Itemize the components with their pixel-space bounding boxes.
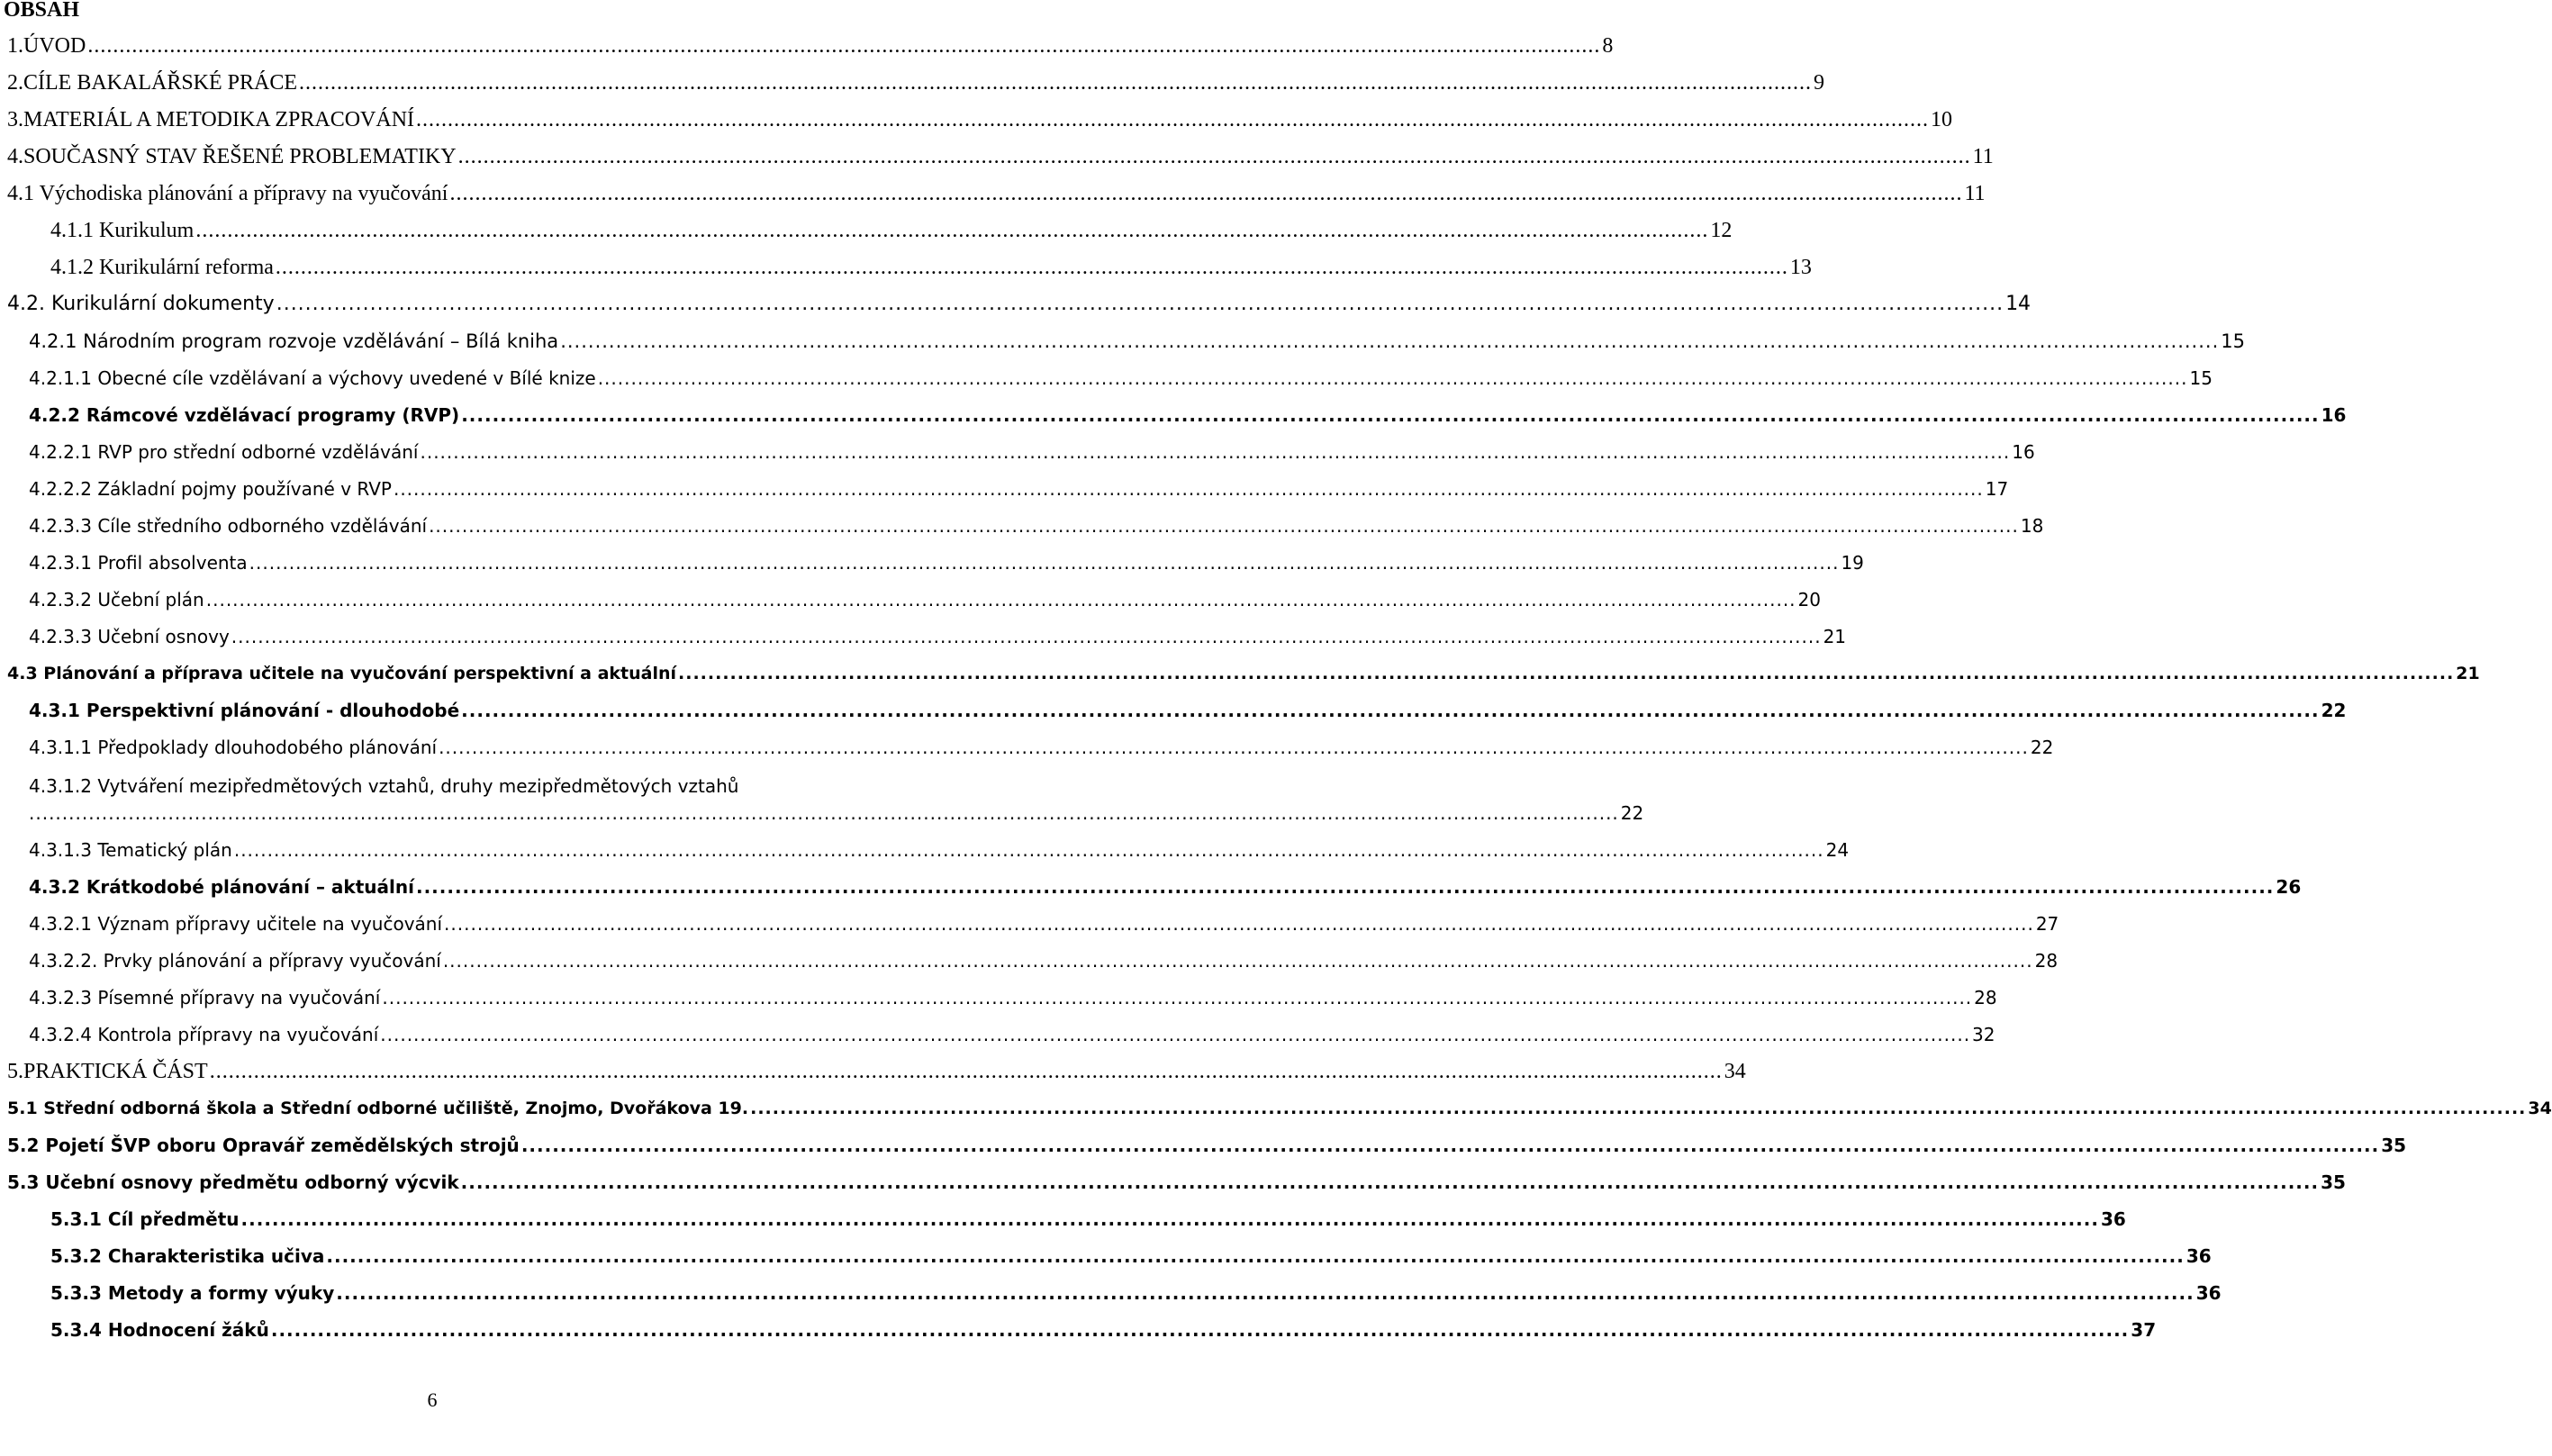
toc-leader-dots (449, 178, 1962, 209)
toc-entry[interactable] (7, 658, 2480, 689)
toc-entry-title: MATERIÁL A METODIKA ZPRACOVÁNÍ (23, 108, 415, 131)
toc-entry-number: 5. (7, 1060, 23, 1083)
toc-entry-page: 14 (2005, 293, 2032, 315)
toc-entry[interactable] (7, 1130, 2407, 1161)
toc-entry[interactable] (7, 141, 1994, 172)
toc-entry-page: 22 (1620, 802, 1644, 824)
toc-entry-page: 26 (2276, 876, 2302, 898)
toc-entry-title: 5.3 Učební osnovy předmětu odborný výcvik (7, 1171, 459, 1193)
toc-entry-title: 4.2.1 Národním program rozvoje vzdělávání – Bílá kniha (29, 330, 559, 352)
toc-entry-page: 32 (1972, 1024, 1995, 1045)
toc-entry-page: 11 (1964, 182, 1986, 205)
toc-entry-title: SOUČASNÝ STAV ŘEŠENÉ PROBLEMATIKY (23, 145, 457, 168)
toc-entry[interactable] (7, 1056, 1746, 1087)
toc-leader-dots (380, 1019, 1970, 1050)
toc-entry[interactable] (50, 215, 1733, 246)
toc-entry-page: 35 (2321, 1171, 2346, 1193)
toc-leader-dots (458, 141, 1971, 172)
page-number: 6 (427, 1388, 438, 1411)
toc-entry-page: 20 (1797, 589, 1821, 610)
toc-entry-page: 22 (2030, 737, 2054, 758)
toc-entry[interactable] (29, 909, 2059, 939)
toc-entry-title: 4.1.1 Kurikulum (50, 219, 195, 242)
toc-entry-title: PRAKTICKÁ ČÁST (23, 1060, 208, 1083)
toc-leader-dots (461, 695, 2319, 726)
toc-entry-title: CÍLE BAKALÁŘSKÉ PRÁCE (23, 71, 298, 95)
toc-entry[interactable] (7, 1093, 2552, 1124)
toc-entry-page: 13 (1789, 256, 1812, 279)
toc-entry-title: 4.3.2.2. Prvky plánování a přípravy vyučování (29, 950, 441, 972)
toc-entry[interactable] (29, 732, 2054, 763)
toc-leader-dots (234, 835, 1824, 865)
toc-entry-page: 28 (1974, 987, 1997, 1008)
toc-entry[interactable] (29, 363, 2213, 393)
toc-entry-page: 36 (2100, 1208, 2126, 1230)
toc-leader-dots (461, 400, 2319, 430)
toc-leader-dots (231, 621, 1822, 652)
toc-entry-page: 36 (2195, 1282, 2222, 1304)
toc-entry-page: 22 (2321, 700, 2347, 721)
toc-entry-title: 5.2 Pojetí ŠVP oboru Opravář zemědělských strojů (7, 1135, 520, 1156)
toc-entry-title: 4.2.3.3 Učební osnovy (29, 626, 230, 647)
toc-entry-page: 15 (2221, 330, 2245, 352)
toc-entry-title: 4.2.1.1 Obecné cíle vzdělávaní a výchovy uvedené v Bílé knize (29, 367, 596, 389)
toc-entry-page: 21 (2456, 664, 2480, 683)
toc-entry[interactable] (29, 511, 2044, 541)
toc-entry-title: 4.3.1.3 Tematický plán (29, 839, 232, 861)
toc-leader-dots (521, 1130, 2379, 1161)
toc-leader-dots (429, 511, 2019, 541)
toc-entry[interactable] (29, 1019, 1995, 1050)
toc-leader-dots (750, 1093, 2526, 1124)
toc-entry-number: 2. (7, 71, 23, 95)
toc-entry-title: 4.2.3.1 Profil absolventa (29, 552, 248, 574)
toc-entry[interactable] (29, 798, 1644, 828)
toc-entry-page: 21 (1823, 626, 1847, 647)
toc-leader-dots (276, 289, 2004, 320)
toc-entry-title: 4.3.1.1 Předpoklady dlouhodobého plánování (29, 737, 438, 758)
toc-entry[interactable] (7, 289, 2032, 320)
toc-entry-title: 4.3.2.1 Význam přípravy učitele na vyučování (29, 913, 443, 935)
toc-leader-dots (336, 1278, 2194, 1308)
toc-entry-page: 18 (2020, 515, 2044, 537)
toc-entry-title: 4.2.2 Rámcové vzdělávací programy (RVP) (29, 404, 460, 426)
toc-entry[interactable] (29, 400, 2347, 430)
toc-entry[interactable] (29, 547, 1864, 578)
toc-entry[interactable] (50, 1278, 2222, 1308)
toc-entry[interactable] (50, 1241, 2212, 1271)
toc-leader-dots (444, 909, 2034, 939)
toc-entry-number: 1. (7, 34, 23, 58)
toc-leader-dots (678, 658, 2454, 689)
toc-leader-dots (439, 732, 2029, 763)
toc-entry-title-line[interactable]: 4.3.1.2 Vytváření mezipředmětových vztahů, druhy mezipředmětových vztahů (29, 775, 739, 797)
toc-leader-dots (416, 872, 2274, 902)
toc-entry[interactable] (29, 584, 1821, 615)
toc-entry-title: 5.3.2 Charakteristika učiva (50, 1245, 325, 1267)
toc-entry[interactable] (7, 31, 1614, 61)
toc-entry-title: 4.1.2 Kurikulární reforma (50, 256, 274, 279)
toc-entry-page: 17 (1985, 478, 2009, 500)
toc-leader-dots (420, 437, 2010, 467)
toc-entry-page: 34 (2528, 1099, 2552, 1118)
toc-entry-title: 4.2. Kurikulární dokumenty (7, 293, 275, 315)
toc-leader-dots (382, 982, 1972, 1013)
toc-leader-dots (87, 31, 1600, 61)
toc-entry-title: 4.3.2.3 Písemné přípravy na vyučování (29, 987, 381, 1008)
toc-entry-title: 5.1 Střední odborná škola a Střední odborné učiliště, Znojmo, Dvořákova 19. (7, 1099, 749, 1118)
toc-entry-title: 4.2.2.1 RVP pro střední odborné vzdělávání (29, 441, 419, 463)
toc-entry[interactable] (29, 695, 2347, 726)
toc-entry-title: 4.2.3.2 Učební plán (29, 589, 204, 610)
toc-entry-page: 12 (1710, 219, 1733, 242)
toc-entry[interactable] (7, 1167, 2346, 1198)
toc-entry-title: 4.2.3.3 Cíle středního odborného vzdělávání (29, 515, 428, 537)
toc-entry-title: 5.3.1 Cíl předmětu (50, 1208, 240, 1230)
toc-leader-dots (560, 326, 2219, 357)
toc-entry-title: 4.3.2.4 Kontrola přípravy na vyučování (29, 1024, 379, 1045)
toc-entry[interactable] (29, 437, 2035, 467)
toc-entry[interactable] (29, 872, 2302, 902)
toc-entry-page: 16 (2012, 441, 2035, 463)
toc-leader-dots (394, 474, 1984, 504)
toc-entry-page: 37 (2131, 1319, 2157, 1341)
toc-entry-page: 9 (1814, 71, 1825, 95)
toc-entry[interactable] (29, 621, 1847, 652)
toc-entry-page: 28 (2034, 950, 2059, 972)
toc-entry-page: 8 (1602, 34, 1614, 58)
toc-leader-dots (461, 1167, 2319, 1198)
toc-entry-title: 4.3.1 Perspektivní plánování - dlouhodobé (29, 700, 460, 721)
toc-leader-dots (29, 798, 1619, 828)
toc-entry-page: 24 (1825, 839, 1850, 861)
toc-entry[interactable] (29, 835, 1850, 865)
toc-leader-dots (241, 1204, 2099, 1234)
toc-entry[interactable] (50, 1204, 2126, 1234)
toc-entry[interactable] (7, 68, 1825, 98)
toc-entry-page: 15 (2189, 367, 2213, 389)
toc-entry-title: 4.2.2.2 Základní pojmy používané v RVP (29, 478, 392, 500)
toc-entry[interactable] (7, 178, 1986, 209)
toc-entry[interactable] (29, 326, 2245, 357)
toc-entry-title: ÚVOD (23, 34, 86, 58)
toc-leader-dots (326, 1241, 2184, 1271)
toc-entry[interactable] (7, 104, 1953, 135)
toc-entry-page: 34 (1724, 1060, 1746, 1083)
toc-leader-dots (443, 945, 2033, 976)
toc-entry[interactable] (50, 252, 1812, 283)
toc-entry-number: 3. (7, 108, 23, 131)
toc-leader-dots (271, 1315, 2129, 1345)
toc-entry-title: 5.3.4 Hodnocení žáků (50, 1319, 269, 1341)
toc-entry-page: 19 (1841, 552, 1864, 574)
toc-entry-page: 10 (1931, 108, 1953, 131)
toc-entry-number: 4. (7, 145, 23, 168)
toc-entry-title: 5.3.3 Metody a formy výuky (50, 1282, 335, 1304)
toc-entry-page: 16 (2321, 404, 2347, 426)
toc-leader-dots (276, 252, 1788, 283)
toc-heading: OBSAH (4, 0, 80, 22)
toc-leader-dots (195, 215, 1708, 246)
toc-entry[interactable] (50, 1315, 2157, 1345)
toc-entry-title: 4.3 Plánování a příprava učitele na vyučování perspektivní a aktuální (7, 664, 677, 683)
toc-leader-dots (299, 68, 1812, 98)
toc-entry-page: 11 (1972, 145, 1994, 168)
toc-entry[interactable] (29, 474, 2009, 504)
toc-leader-dots (206, 584, 1796, 615)
toc-leader-dots (598, 363, 2188, 393)
toc-entry-page: 36 (2185, 1245, 2212, 1267)
toc-entry[interactable] (29, 982, 1997, 1013)
toc-entry-title: 4.3.2 Krátkodobé plánování – aktuální (29, 876, 414, 898)
toc-entry[interactable] (29, 945, 2059, 976)
toc-leader-dots (249, 547, 1840, 578)
toc-entry-title: 4.1 Východiska plánování a přípravy na vyučování (7, 182, 448, 205)
toc-leader-dots (416, 104, 1929, 135)
toc-entry-page: 35 (2381, 1135, 2407, 1156)
toc-leader-dots (210, 1056, 1723, 1087)
toc-entry-page: 27 (2035, 913, 2059, 935)
